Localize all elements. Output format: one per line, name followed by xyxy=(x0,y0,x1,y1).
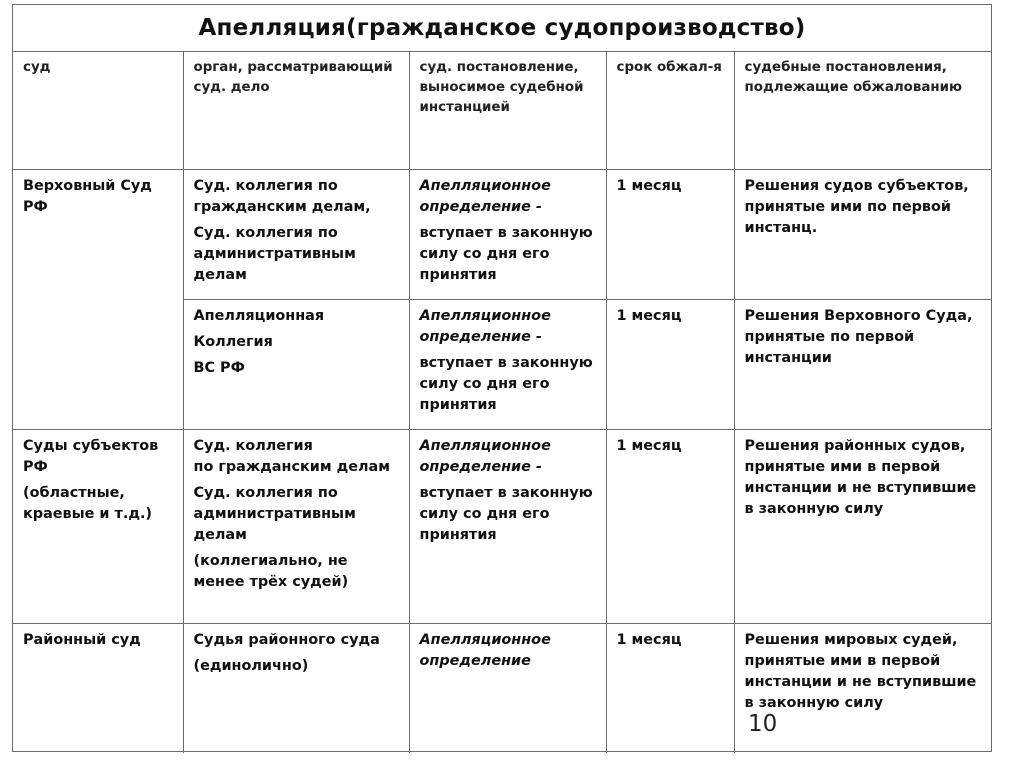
cell-term: 1 месяц xyxy=(606,429,734,623)
header-body: орган, рассматривающий суд. дело xyxy=(183,52,409,169)
cell-decision xyxy=(409,299,606,429)
cell-body xyxy=(183,623,409,753)
cell-body xyxy=(183,429,409,623)
body-line: Коллегия xyxy=(193,333,273,350)
court-name: Районный суд xyxy=(23,631,141,648)
header-term: срок обжал-я xyxy=(606,52,734,169)
appeal-table xyxy=(13,52,991,753)
body-line: Апелляционная xyxy=(193,307,325,324)
body-line: Судья районного суда xyxy=(193,631,380,648)
cell-court xyxy=(13,429,183,623)
body-line: (коллегиально, не менее трёх судей) xyxy=(193,552,349,590)
cell-decision xyxy=(409,169,606,299)
body-line: Суд. коллегия xyxy=(193,437,313,454)
court-name: Верховный Суд РФ xyxy=(23,177,152,215)
body-line: (единолично) xyxy=(193,657,309,674)
slide-frame xyxy=(12,4,992,752)
cell-appealable: Решения районных судов, принятые ими в первой инстанции и не вступившие в законную силу xyxy=(734,429,991,623)
table-header-row xyxy=(13,52,991,169)
cell-court xyxy=(13,623,183,753)
decision-title: Апелляционное определение - xyxy=(419,437,551,475)
cell-body xyxy=(183,169,409,299)
body-line: по гражданским делам xyxy=(193,458,391,475)
cell-appealable: Решения судов субъектов, принятые ими по первой инстанц. xyxy=(734,169,991,299)
table-row xyxy=(13,429,991,623)
cell-decision xyxy=(409,623,606,753)
header-appealable: судебные постановления, подлежащие обжалованию xyxy=(734,52,991,169)
decision-note: вступает в законную силу со дня его принятия xyxy=(419,224,593,283)
decision-note: вступает в законную силу со дня его принятия xyxy=(419,354,593,413)
cell-body xyxy=(183,299,409,429)
cell-term: 1 месяц xyxy=(606,169,734,299)
cell-term: 1 месяц xyxy=(606,623,734,753)
page-number: 10 xyxy=(748,711,778,737)
page-title: Апелляция(гражданское судопроизводство) xyxy=(13,5,991,52)
cell-decision xyxy=(409,429,606,623)
decision-title: Апелляционное определение - xyxy=(419,177,551,215)
decision-title: Апелляционное определение xyxy=(419,631,551,669)
court-name: Суды субъектов РФ xyxy=(23,437,159,475)
cell-term: 1 месяц xyxy=(606,299,734,429)
header-court: суд xyxy=(13,52,183,169)
body-line: Суд. коллегия по административным делам xyxy=(193,484,356,543)
cell-appealable: Решения Верховного Суда, принятые по первой инстанции xyxy=(734,299,991,429)
body-line: Суд. коллегия по административным делам xyxy=(193,224,356,283)
body-line: Суд. коллегия по гражданским делам, xyxy=(193,177,371,215)
cell-court xyxy=(13,169,183,429)
court-note: (областные, краевые и т.д.) xyxy=(23,484,152,522)
decision-note: вступает в законную силу со дня его принятия xyxy=(419,484,593,543)
body-line: ВС РФ xyxy=(193,359,245,376)
header-decision: суд. постановление, выносимое судебной инстанцией xyxy=(409,52,606,169)
cell-appealable: Решения мировых судей, принятые ими в первой инстанции и не вступившие в законную силу xyxy=(734,623,991,753)
table-row xyxy=(13,623,991,753)
decision-title: Апелляционное определение - xyxy=(419,307,551,345)
table-row xyxy=(13,169,991,299)
